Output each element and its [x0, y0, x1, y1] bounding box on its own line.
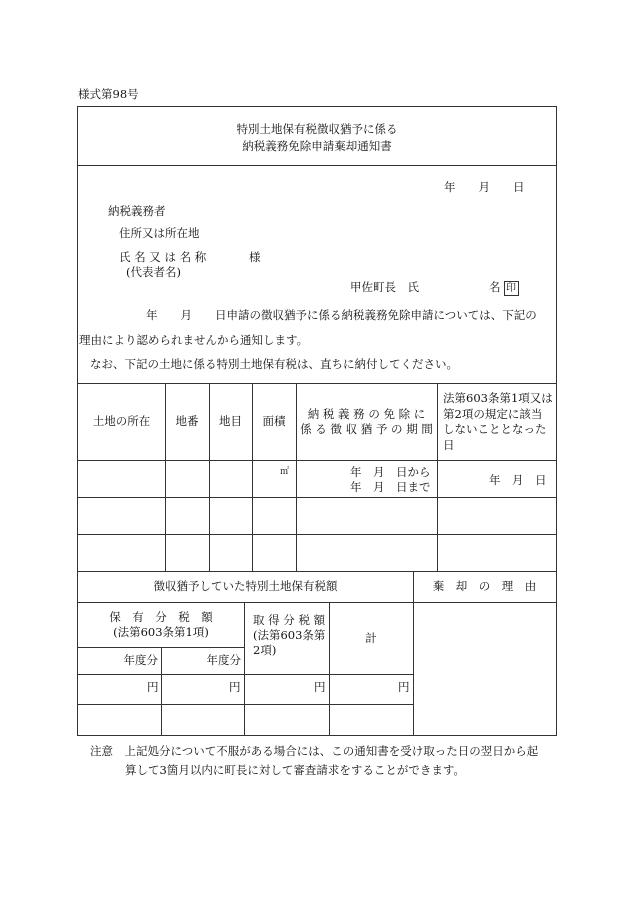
divider	[78, 534, 556, 535]
col-header-date-line2: 第2項の規定に該当	[443, 406, 543, 421]
col-header-nonapplicable-date	[443, 391, 553, 453]
yen-unit: 円	[147, 680, 159, 694]
col-header-date-line1: 法第603条第1項又は	[443, 391, 553, 405]
nonapplicable-date-value: 年 月 日	[489, 473, 547, 487]
issuer-label: 甲佐町長 氏	[350, 280, 419, 294]
date-line: 年 月 日	[444, 180, 525, 194]
holding-tax-header	[78, 602, 244, 647]
period-to: 年 月 日まで	[350, 480, 431, 494]
divider	[78, 165, 556, 166]
issuer-name-text: 名	[489, 280, 501, 294]
total-header: 計	[365, 630, 377, 645]
divider	[78, 674, 413, 675]
body-text-line3: なお、下記の土地に係る特別土地保有税は、直ちに納付してください。	[90, 357, 458, 371]
notice-form-frame	[77, 106, 557, 736]
yen-unit: 円	[314, 680, 326, 694]
notice-caution-line1: 注意 上記処分について不服がある場合には、この通知書を受け取った日の翌日から起	[90, 744, 539, 758]
acquisition-tax-line2: (法第603条第	[253, 628, 326, 642]
divider	[78, 460, 556, 461]
col-header-period-line2: 係 る 徴 収 猶 予 の 期 間	[300, 421, 433, 436]
holding-tax-line1: 保 有 分 税 額	[109, 609, 213, 624]
form-title-line1: 特別土地保有税徴収猶予に係る	[236, 122, 398, 136]
honorific: 様	[249, 250, 261, 264]
col-header-date-line3: しないこととなった	[443, 422, 547, 436]
form-number: 様式第98号	[78, 87, 139, 101]
period-from: 年 月 日から	[350, 465, 431, 479]
taxpayer-label: 納税義務者	[108, 204, 166, 218]
holding-tax-line2: (法第603条第1項)	[113, 624, 209, 639]
divider	[437, 383, 438, 571]
col-header-land-category: 地目	[219, 414, 242, 428]
col-header-lot-number: 地番	[175, 414, 199, 428]
acquisition-tax-header	[253, 613, 325, 658]
divider	[78, 497, 556, 498]
section-header-rejection-reason: 棄 却 の 理 由	[432, 579, 537, 593]
col-header-location: 土地の所在	[92, 414, 151, 428]
issuer-name-label	[489, 279, 519, 296]
notice-caution	[90, 742, 538, 780]
body-text-line2: 理由により認められませんから通知します。	[79, 333, 309, 347]
seal-icon: 印	[504, 281, 519, 296]
col-header-period-line1: 納 税 義 務 の 免 除 に	[307, 406, 426, 421]
representative-label: (代表者名)	[126, 265, 181, 279]
col-header-area: 面積	[262, 414, 286, 428]
section-header-deferred-tax: 徴収猶予していた特別土地保有税額	[153, 579, 338, 593]
address-label: 住所又は所在地	[119, 226, 200, 240]
area-unit: ㎡	[280, 467, 290, 477]
yen-unit: 円	[398, 680, 410, 694]
divider	[244, 602, 245, 735]
fiscal-year-label-1: 年度分	[123, 653, 158, 667]
notice-caution-line2: 算して3箇月以内に町長に対して審査請求をすることができます。	[125, 763, 465, 777]
name-label: 氏 名 又 は 名 称	[119, 250, 207, 264]
fiscal-year-label-2: 年度分	[206, 653, 241, 667]
yen-unit: 円	[229, 680, 241, 694]
col-header-date-line4: 日	[443, 437, 455, 452]
body-text-line1: 年 月 日申請の徴収猶予に係る納税義務免除申請については、下記の	[146, 308, 537, 322]
divider	[78, 704, 413, 705]
acquisition-tax-line1: 取 得 分 税 額	[253, 613, 326, 627]
col-header-period	[296, 383, 437, 460]
form-title-line2: 納税義務免除申請棄却通知書	[242, 139, 392, 153]
acquisition-tax-line3: 2項)	[253, 643, 277, 657]
